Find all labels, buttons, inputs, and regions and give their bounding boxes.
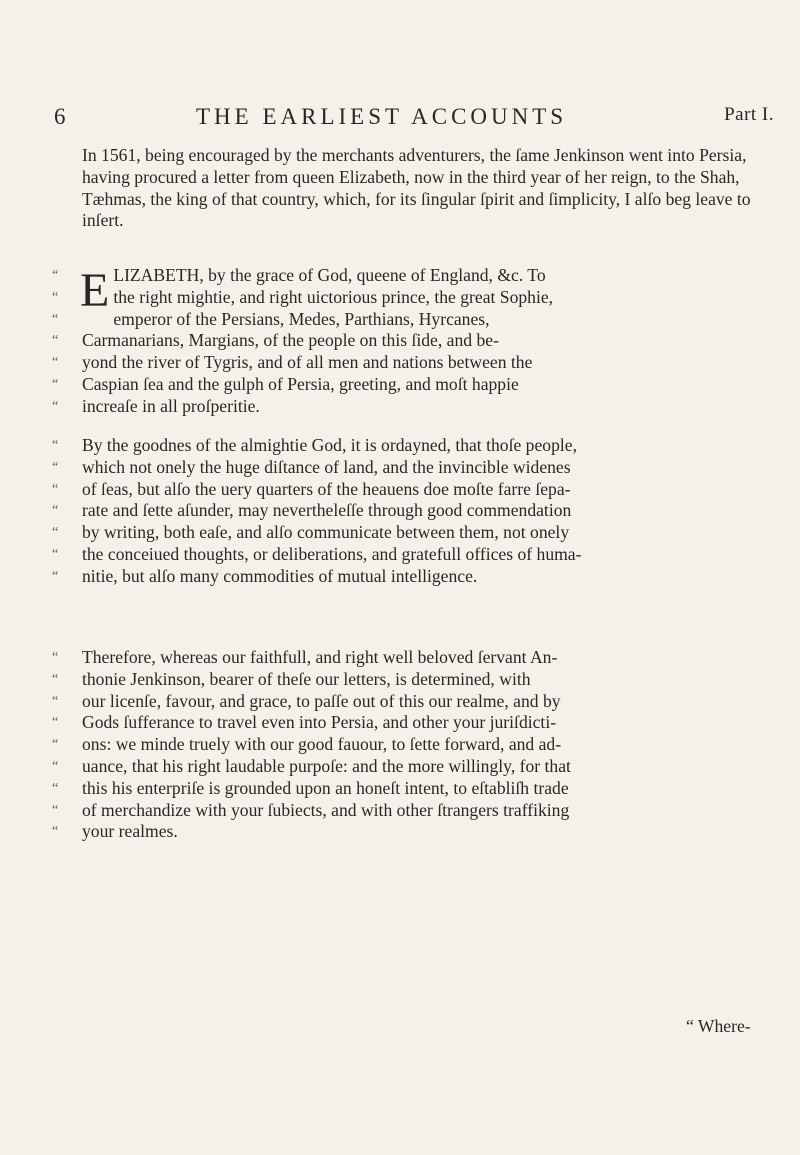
quote-mark: “ <box>52 671 59 687</box>
quote-mark: “ <box>52 459 59 475</box>
letter-paragraph-3 <box>52 647 766 843</box>
letter-line <box>52 286 766 309</box>
letter-line <box>52 690 766 713</box>
letter-paragraph-2 <box>52 435 766 588</box>
line-text: by writing, both eaſe, and alſo communicate between them, not onely <box>82 522 570 543</box>
line-text: this his enterpriſe is grounded upon an honeſt intent, to eſtabliſh trade <box>82 777 569 798</box>
quote-mark: “ <box>52 546 59 562</box>
line-text: increaſe in all proſperitie. <box>82 395 260 416</box>
line-text: By the goodnes of the almightie God, it is ordayned, that thoſe people, <box>82 435 577 455</box>
letter-line <box>52 435 766 457</box>
page-number: 6 <box>54 104 67 129</box>
quote-mark: “ <box>52 268 59 283</box>
quote-mark: “ <box>52 715 59 731</box>
quote-mark: “ <box>52 398 59 414</box>
letter-line <box>52 712 766 734</box>
line-text: our licenſe, favour, and grace, to paſſe out of this our realme, and by <box>82 690 561 711</box>
letter-line <box>52 308 766 331</box>
line-text: Therefore, whereas our faithfull, and right well beloved ſervant An- <box>82 647 558 667</box>
line-text: the conceiued thoughts, or deliberations, and gratefull offices of huma- <box>82 543 582 564</box>
letter-line <box>52 352 766 374</box>
letter-line <box>52 565 766 588</box>
running-header <box>54 104 774 134</box>
line-text: of ſeas, but alſo the uery quarters of the heauens doe moſte farre ſepa- <box>82 478 571 499</box>
letter-line <box>52 755 766 778</box>
quote-mark: “ <box>52 824 59 840</box>
quote-mark: “ <box>52 525 59 541</box>
letter-line <box>52 777 766 800</box>
line-text: your realmes. <box>82 821 178 842</box>
line-text: thonie Jenkinson, bearer of theſe our letters, is determined, with <box>82 668 531 689</box>
intro-paragraph <box>82 145 762 232</box>
letter-line <box>52 543 766 566</box>
line-text: uance, that his right laudable purpoſe: and the more willingly, for that <box>82 755 571 776</box>
letter-line <box>52 668 766 691</box>
quote-mark: “ <box>52 355 59 371</box>
letter-paragraph-1 <box>52 264 766 418</box>
quote-mark: “ <box>52 737 59 753</box>
letter-line <box>52 799 766 822</box>
letter-line <box>52 647 766 669</box>
letter-line <box>52 821 766 843</box>
catchword: “ Where- <box>686 1016 751 1036</box>
quote-mark: “ <box>52 650 59 665</box>
quote-mark: “ <box>52 311 59 327</box>
quote-mark: “ <box>52 503 59 519</box>
quote-mark: “ <box>52 333 59 349</box>
line-text: yond the river of Tygris, and of all men and nations between the <box>82 352 533 373</box>
line-text: ons: we minde truely with our good fauour, to ſette forward, and ad- <box>82 734 562 755</box>
letter-line <box>52 522 766 544</box>
line-text: Caspian ſea and the gulph of Persia, greeting, and moſt happie <box>82 373 519 394</box>
letter-line <box>52 500 766 522</box>
quote-mark: “ <box>52 289 59 305</box>
line-text: nitie, but alſo many commodities of mutual intelligence. <box>82 565 478 586</box>
quote-mark: “ <box>52 693 59 709</box>
part-label: Part I. <box>724 104 774 125</box>
line-text: Carmanarians, Margians, of the people on this ſide, and be- <box>82 330 499 351</box>
line-text: rate and ſette aſunder, may nevertheleſſe through good commendation <box>82 500 572 521</box>
quote-mark: “ <box>52 438 59 453</box>
quote-mark: “ <box>52 758 59 774</box>
letter-line <box>52 395 766 418</box>
line-text: emperor of the Persians, Medes, Parthians, Hyrcanes, <box>113 308 490 329</box>
letter-line <box>52 478 766 501</box>
line-text: Gods ſufferance to travel even into Persia, and other your juriſdicti- <box>82 712 557 733</box>
running-title: THE EARLIEST ACCOUNTS <box>196 104 568 129</box>
line-text: LIZABETH, by the grace of God, queene of England, &c. To <box>113 265 546 285</box>
quote-mark: “ <box>52 568 59 584</box>
letter-line <box>52 456 766 479</box>
letter-line <box>52 330 766 352</box>
letter-line <box>52 373 766 396</box>
quote-mark: “ <box>52 481 59 497</box>
quote-mark: “ <box>52 802 59 818</box>
quote-mark: “ <box>52 780 59 796</box>
line-text: the right mightie, and right uictorious prince, the great Sophie, <box>113 286 554 307</box>
line-text: of merchandize with your ſubiects, and with other ſtrangers traffiking <box>82 799 570 820</box>
letter-line <box>52 734 766 756</box>
intro-text: In 1561, being encouraged by the merchants adventurers, the ſame Jenkinson went into Persia, having procured a letter from queen Elizabeth, now in the third year of her reign, to the Shah, Tæhmas, the king of that country, which, for its ſingular ſpirit and ſimplicity, I alſo beg leave to inſert. <box>82 145 751 231</box>
drop-cap: E <box>80 264 110 317</box>
line-text: which not onely the huge diſtance of land, and the invincible widenes <box>82 456 571 477</box>
quote-mark: “ <box>52 376 59 392</box>
